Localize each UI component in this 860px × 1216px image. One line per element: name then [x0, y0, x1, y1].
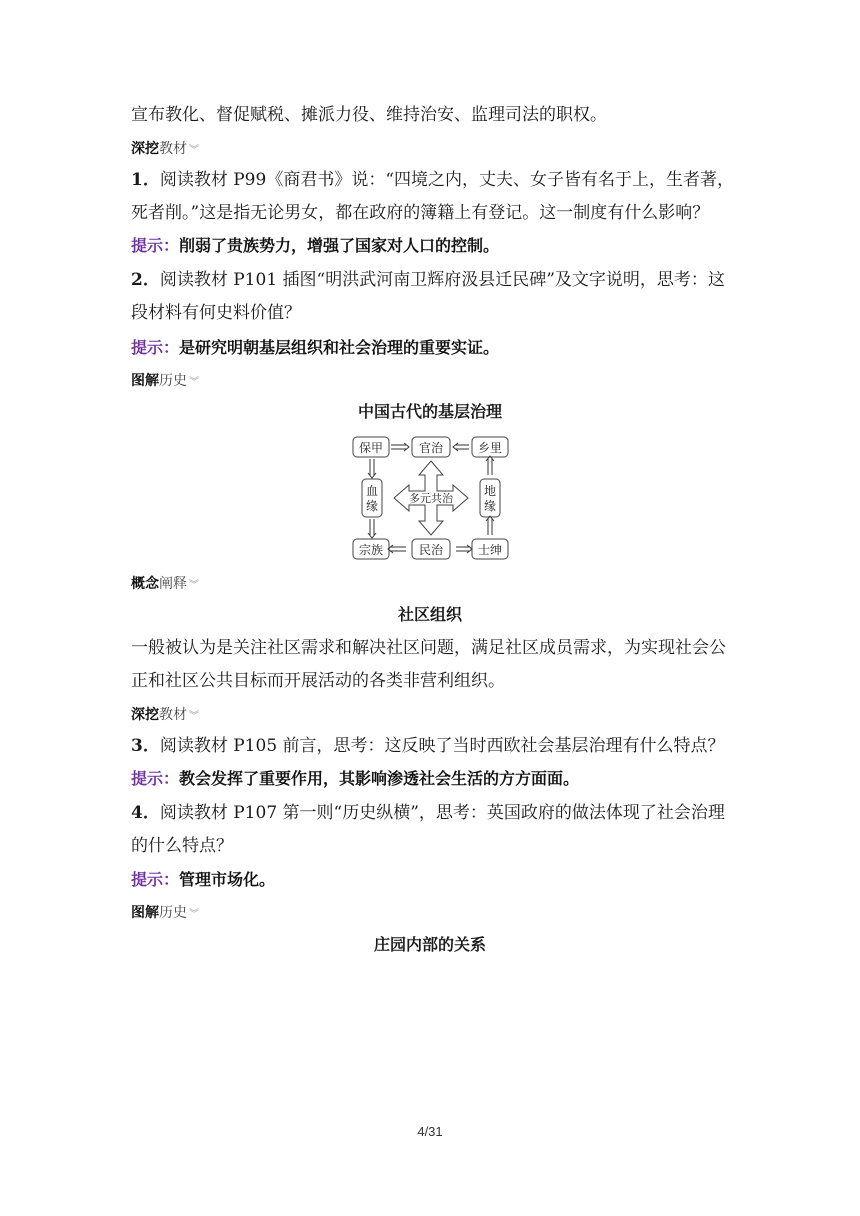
hint-label: 提示： — [131, 338, 180, 357]
concept-text: 一般被认为是关注社区需求和解决社区问题，满足社区成员需求，为实现社会公 — [131, 638, 726, 658]
hint-label: 提示： — [131, 870, 180, 889]
section-heading-shenwa — [131, 139, 199, 161]
diagram-title: 中国古代的基层治理 — [357, 402, 502, 421]
question-text: 阅读教材 P101 插图“明洪武河南卫辉府汲县迁民碑”及文字说明，思考：这 — [159, 270, 725, 290]
hint-3 — [131, 767, 579, 791]
question-number: 4． — [131, 803, 160, 823]
section-heading-bold: 深挖 — [131, 707, 159, 723]
label-baojia: 保甲 — [358, 441, 384, 455]
concept-text-cont: 正和社区公共目标而开展活动的各类非营利组织。 — [131, 671, 505, 691]
chevron-down-icon: ︾ — [189, 909, 199, 920]
question-text: 阅读教材 P105 前言，思考：这反映了当时西欧社会基层治理有什么特点？ — [159, 736, 725, 756]
governance-diagram — [350, 433, 512, 563]
chevron-down-icon: ︾ — [189, 377, 199, 388]
question-1 — [131, 168, 734, 192]
hint-1 — [131, 234, 499, 258]
question-2-cont: 段材料有何史料价值？ — [131, 303, 301, 323]
text-line: 宣布教化、督促赋税、摊派力役、维持治安、监理司法的职权。 — [131, 105, 607, 125]
page-number: 4/31 — [417, 1124, 443, 1139]
label-diyuan: 地缘 — [483, 484, 497, 513]
chevron-down-icon: ︾ — [189, 580, 199, 591]
chevron-down-icon: ︾ — [189, 711, 199, 722]
hint-answer: 削弱了贵族势力，增强了国家对人口的控制。 — [179, 236, 500, 255]
question-text: 阅读教材 P107 第一则“历史纵横”，思考：英国政府的做法体现了社会治理 — [159, 803, 725, 823]
chevron-down-icon: ︾ — [189, 145, 199, 156]
hint-label: 提示： — [131, 236, 180, 255]
section-heading-normal: 教材 — [159, 141, 187, 157]
section-heading-bold: 概念 — [131, 576, 159, 592]
section-heading-normal: 历史 — [159, 905, 187, 921]
label-center: 多元共治 — [409, 492, 453, 505]
section-heading-tujie — [131, 371, 199, 393]
question-4 — [131, 801, 725, 825]
hint-answer: 教会发挥了重要作用，其影响渗透社会生活的方方面面。 — [179, 769, 580, 788]
hint-answer: 管理市场化。 — [179, 870, 276, 889]
question-2 — [131, 268, 725, 292]
question-number: 1． — [131, 170, 160, 190]
question-number: 2． — [131, 270, 160, 290]
label-zongzu: 宗族 — [358, 543, 384, 557]
label-guanzhi: 官治 — [418, 441, 444, 455]
hint-label: 提示： — [131, 769, 180, 788]
section-heading-normal: 历史 — [159, 373, 187, 389]
hint-answer: 是研究明朝基层组织和社会治理的重要实证。 — [179, 338, 500, 357]
section-heading-bold: 深挖 — [131, 141, 159, 157]
section-heading-tujie — [131, 903, 199, 925]
hint-2 — [131, 336, 499, 360]
question-4-cont: 的什么特点？ — [131, 836, 233, 856]
label-xueyuan: 血缘 — [365, 484, 379, 513]
question-number: 3． — [131, 736, 160, 756]
label-minzhi: 民治 — [418, 543, 444, 557]
section-heading-gainian — [131, 574, 199, 596]
section-heading-bold: 图解 — [131, 373, 159, 389]
section-heading-normal: 教材 — [159, 707, 187, 723]
label-shishen: 士绅 — [477, 543, 503, 557]
section-heading-bold: 图解 — [131, 905, 159, 921]
question-text: 阅读教材 P99《商君书》说：“四境之内，丈夫、女子皆有名于上，生者著， — [159, 170, 735, 190]
concept-title: 社区组织 — [397, 605, 462, 624]
manor-title: 庄园内部的关系 — [373, 935, 486, 954]
section-heading-shenwa — [131, 705, 199, 727]
label-xiangli: 乡里 — [477, 441, 503, 455]
question-3 — [131, 734, 725, 758]
section-heading-normal: 阐释 — [159, 576, 187, 592]
hint-4 — [131, 868, 275, 892]
question-1-cont: 死者削。”这是指无论男女，都在政府的簿籍上有登记。这一制度有什么影响？ — [131, 203, 710, 223]
